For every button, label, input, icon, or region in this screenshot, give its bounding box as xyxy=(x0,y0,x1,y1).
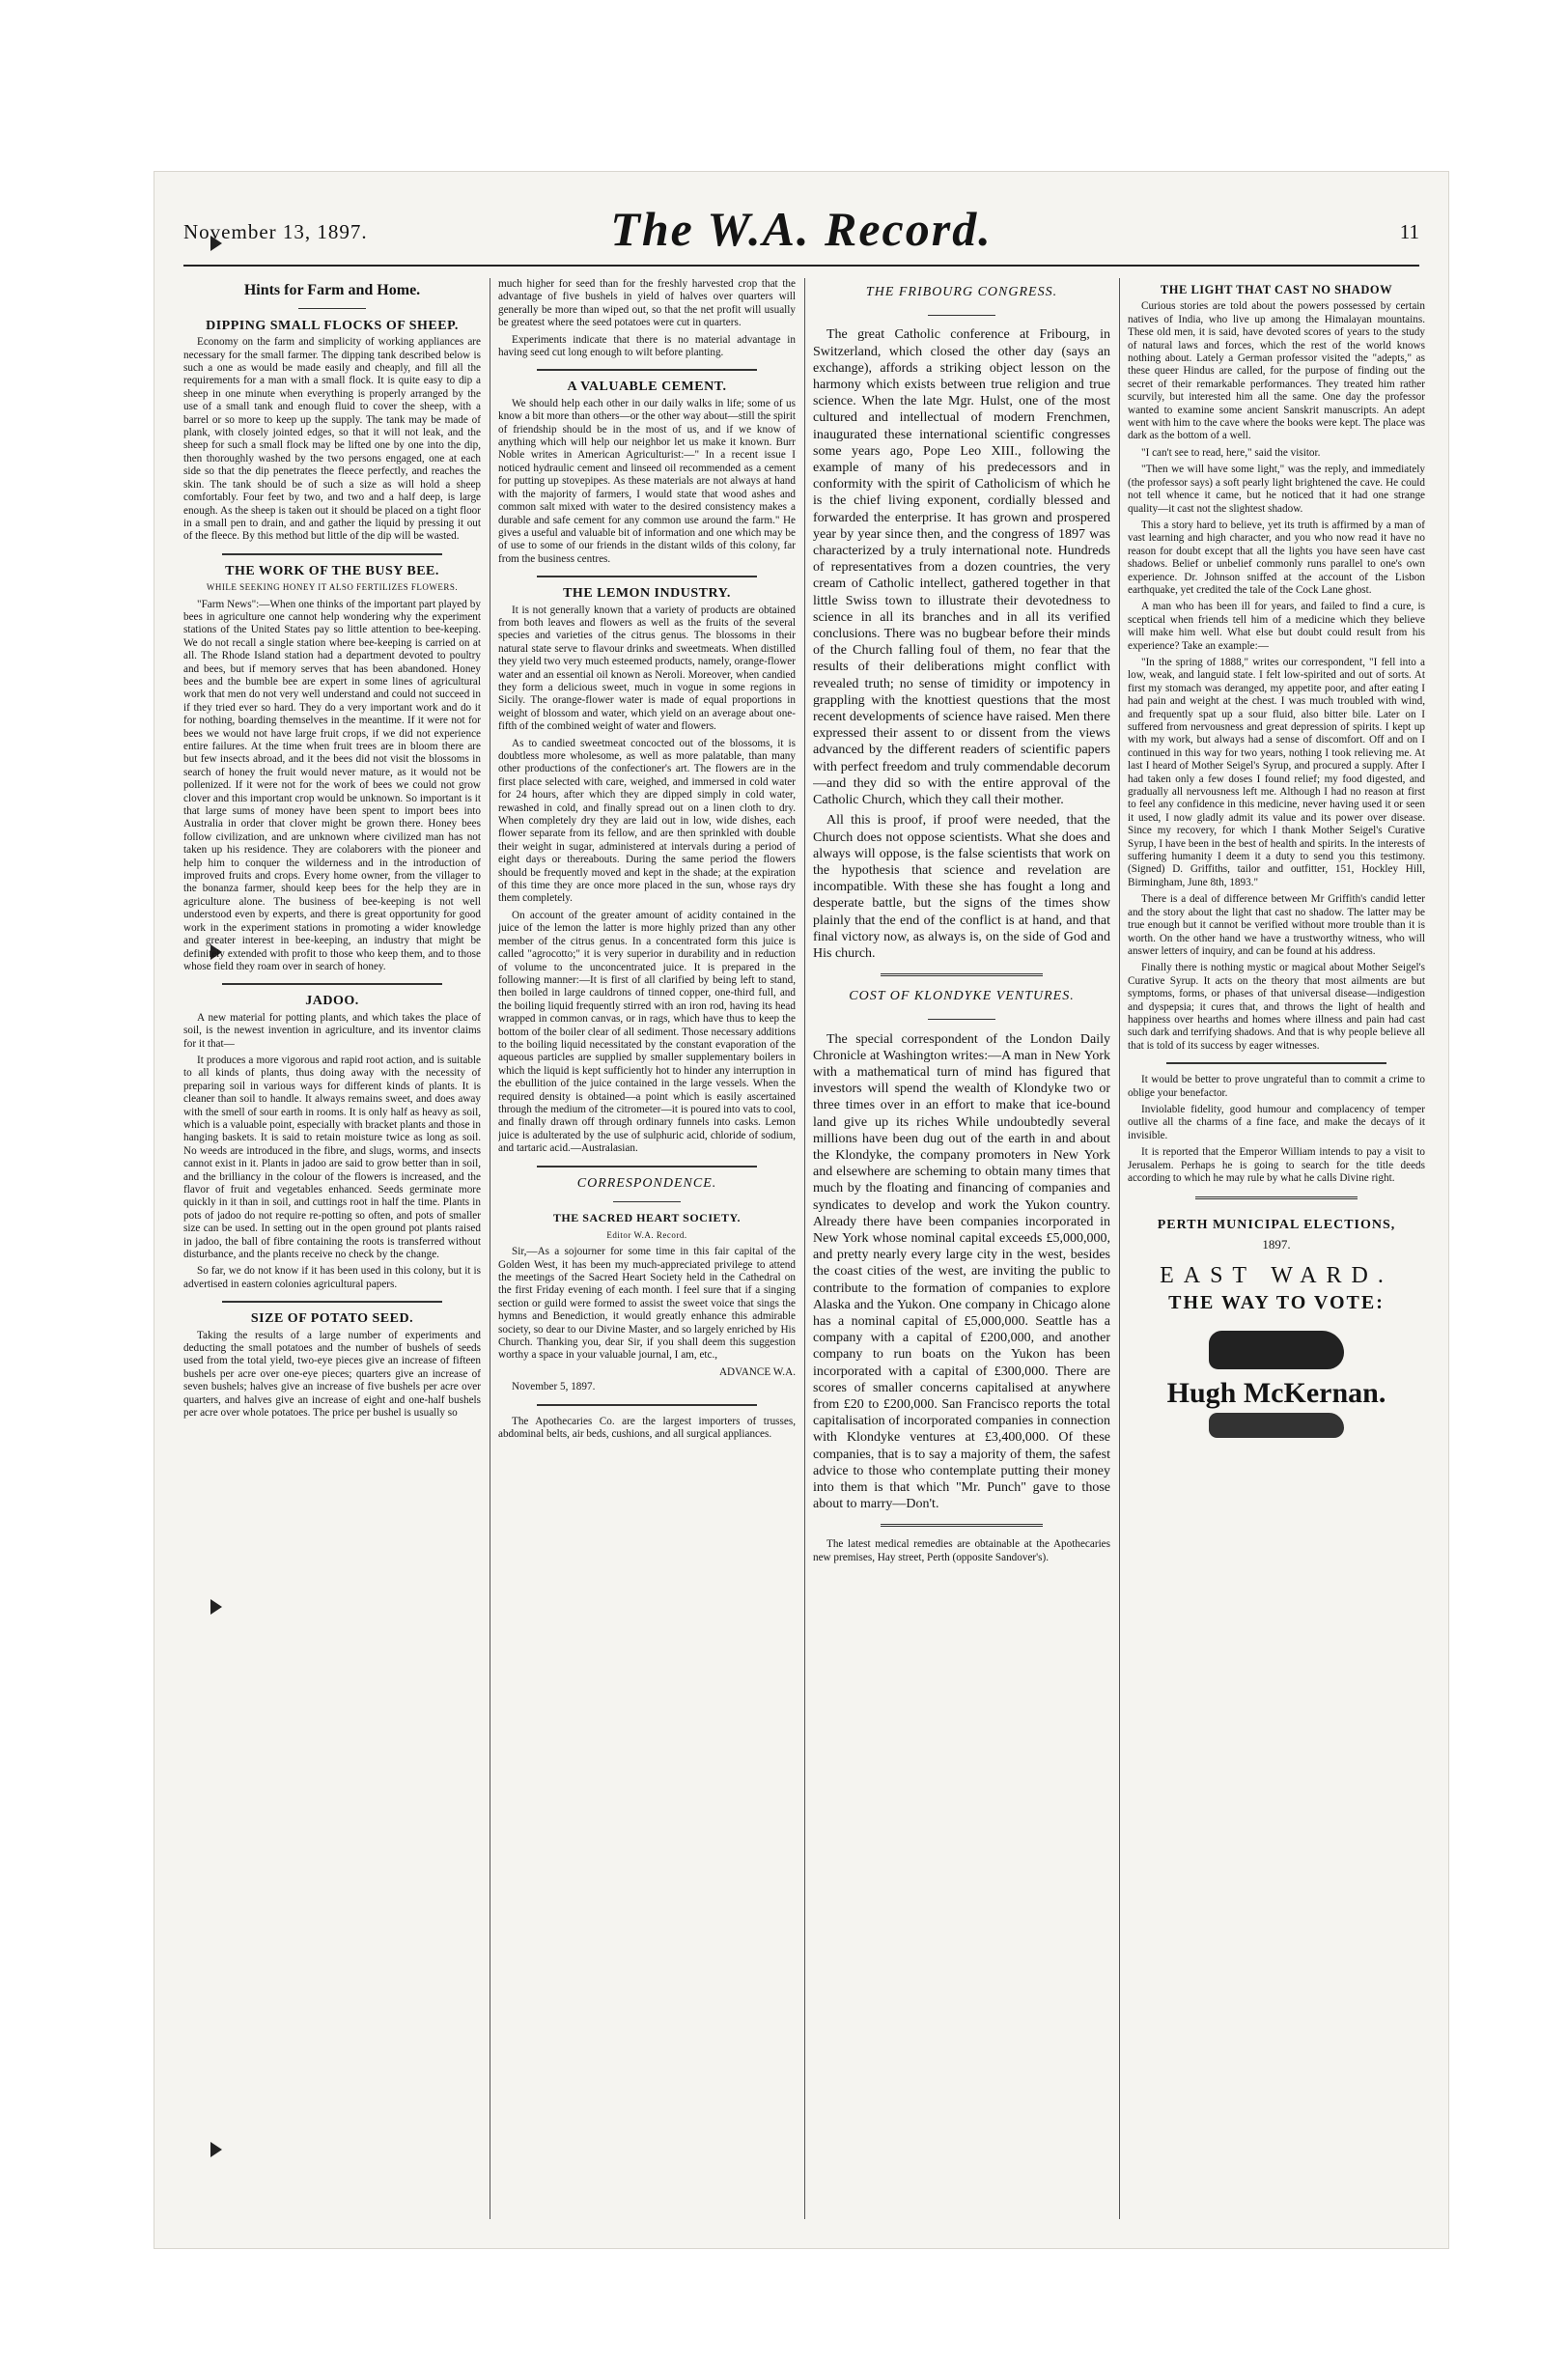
candidate-name: Hugh McKernan. xyxy=(1166,1377,1386,1410)
letter-date: November 5, 1897. xyxy=(512,1381,596,1393)
election-title: PERTH MUNICIPAL ELECTIONS, xyxy=(1157,1218,1396,1233)
page-number: 11 xyxy=(1399,220,1419,243)
election-advert xyxy=(1128,1219,1425,1438)
column-4 xyxy=(1128,278,1425,2219)
article-paragraph: "I can't see to read, here," said the visitor. xyxy=(1141,446,1321,459)
article-paragraph: On account of the greater amount of acidity contained in the juice of the lemon the latter is more highly prized than any other member of the citrus genus. In a concentrated form this juice is called "agrocotto;" it is very superior in durability and in reduction of volume to the unconcentrated juice. It is prepared in the following manner:—It is first of all clarified by being left to stand, then boiled in large cauldrons of tinned copper, one-third full, and the boiling liquid frequently stirred with an iron rod, having its head wrapped in common canvas, or in rags, which have thus to keep the bottom of the boiler clear of all sediment. Those necessary additions to the boiling liquid necessitated by the constant evaporation of the aqueous particles are supplied by smaller supplementary boilers in which the liquid is kept sufficiently hot to hinder any interruption in the ebullition of the juice contained in the large vessels. When the required density is obtained—a point which is easily ascertained through the medium of the citrometer—it is poured into vats to cool, and finally drawn off through ordinary funnels into casks. Lemon juice is adulterated by the use of sulphuric acid, chloride of sodium, and tartaric acid.—Australasian. xyxy=(498,909,796,1155)
short-item: It would be better to prove ungrateful than to commit a crime to oblige your benefactor. xyxy=(1128,1074,1425,1099)
issue-date: November 13, 1897. xyxy=(183,220,368,243)
article-paragraph: "In the spring of 1888," writes our correspondent, "I fell into a low, weak, and languid state. I felt low-spirited and out of sorts. At first my stomach was deranged, my appetite poor, and after eating I had pain and weight at the chest. I was much troubled with wind, and frequently spat up a sour fluid, also bitter bile. Later on I suffered from nervousness and great depression of spirits. I kept up with my work, but always had a sense of discomfort. Off and on I continued in this way for two years, nothing I took relieving me. At last I heard of Mother Seigel's Syrup, and procured a supply. After I had taken only a few doses I found relief; my food digested, and gradually all nervousness left me. Although I had no reason at first to feel any confidence in this medicine, never having used it or seen it used, I now gladly admit its value and its power over disease. Since my recovery, for which I thank Mother Seigel's Curative Syrup, I have been in the best of health and spirits. In the interests of suffering humanity I deem it a duty to send you this testimony. (Signed) D. Griffiths, tailor and outfitter, 151, Hockley Hill, Birmingham, June 8th, 1893." xyxy=(1128,656,1425,888)
article-separator xyxy=(1166,1062,1386,1064)
section-heading: Hints for Farm and Home. xyxy=(243,282,421,298)
short-item: It is reported that the Emperor William intends to pay a visit to Jerusalem. Perhaps he is going to search for the title deeds according to which he may rule by what he calls Divine right. xyxy=(1128,1146,1425,1184)
article-paragraph: much higher for seed than for the freshly harvested crop that the advantage of five bushels in yield of halves over quarters will generally be more than wiped out, so that the net profit will usually be greatest where the seed potatoes were cut in quarters. xyxy=(498,278,796,329)
masthead xyxy=(183,201,1419,255)
article-separator xyxy=(537,1404,757,1406)
article-separator xyxy=(537,1166,757,1167)
article-paragraph: A man who has been ill for years, and failed to find a cure, is sceptical when friends tell him of a medicine which they believe will make him well. What else but doubt could result from his experience? Take an example:— xyxy=(1128,601,1425,652)
article-paragraph: There is a deal of difference between Mr Griffith's candid letter and the story about the light that cast no shadow. The latter may be true enough but it cannot be verified without more trouble than it is worth. On the other hand we have a trustworthy witness, who will answer letters of inquiry, and can be found at his address. xyxy=(1128,893,1425,957)
article-separator xyxy=(222,983,442,985)
article-paragraph: This a story hard to believe, yet its truth is affirmed by a man of vast learning and high character, and you who now read it have no reason for doubt except that all the lights you have seen have cast shadows. Belief or unbelief commonly runs parallel to one's own experience. Dr. Johnson sniffed at the account of the Lisbon earthquake, yet credited the tale of the Cock Lane ghost. xyxy=(1128,519,1425,596)
advert-paragraph: The Apothecaries Co. are the largest importers of trusses, abdominal belts, air beds, cushions, and all surgical appliances. xyxy=(498,1415,796,1441)
article-paragraph: The special correspondent of the London Daily Chronicle at Washington writes:—A man in New York with a mathematical turn of mind has figured that investors will spend the wealth of Klondyke two or three times over in an effort to make that ice-bound land give up its riches While undoubtedly several millions have been dug out of the earth in and about the Klondyke, the company promoters in New York and elsewhere are scheming to obtain many times that much by the floating and financing of companies and syndicates to develop and work the Yukon country. Already there have been companies incorporated in New York whose nominal capital exceeds £5,000,000, and pretty nearly every large city in the west, besides the coast cities of the west, are inviting the public to contribute to the formation of companies to explore Alaska and the Yukon. One company in Chicago alone has a nominal capital of £5,000,000. Seattle has a company with a capital of £200,000, and another company to run boats on the Yukon has been incorporated with a capital of £300,000. There are scores of smaller concerns capitalised at anywhere from £20 to £200,000. San Francisco reports the total capitalisation of incorporated companies in connection with Klondyke ventures at £3,400,000. Of these companies, that is to say a majority of them, the safest advice to those who contemplate putting their money into them is that which "Mr. Punch" gave to those about to marry—Don't. xyxy=(813,1031,1110,1512)
short-item: Inviolable fidelity, good humour and complacency of temper outlive all the charms of a fine face, and make the decays of it invisible. xyxy=(1128,1103,1425,1141)
election-ward: EAST WARD. xyxy=(1160,1263,1393,1289)
letter-addressee: Editor W.A. Record. xyxy=(606,1229,687,1240)
masthead-rule xyxy=(183,265,1419,267)
article-paragraph: It produces a more vigorous and rapid root action, and is suitable to all kinds of plants, thus doing away with the necessity of preparing soil in various ways for different kinds of plants. It is cleaner than soil to handle. It always remains sweet, and does away with the smell of sour earth in rooms. It is only half as heavy as soil, which is a valuable point, especially with bracket plants and those in hanging baskets. It is said to retain moisture twice as long as soil. No weeds are introduced in the fibre, and slugs, worms, and insects cannot exist in it. Plants in jadoo are said to grow better than in soil, and the brilliancy in the colour of the flowers is increased, and the flavor of fruit and vegetables enhanced. Seeds germinate more quickly in it than in soil, and cuttings root in half the time. Plants in pots of jadoo do not require re-potting so often, and pots of smaller size can be used. In setting out in the open ground pot plants raised in jadoo, the ball of fibre containing the roots is transferred without disturbance, and the plants receive no check by the change. xyxy=(183,1054,481,1261)
ornament-rule xyxy=(498,1194,796,1206)
column-2 xyxy=(498,278,796,2219)
article-heading: A VALUABLE CEMENT. xyxy=(567,380,727,395)
article-paragraph: The great Catholic conference at Fribourg, in Switzerland, which closed the other day (says an exchange), affords a striking object lesson on the harmony which exists between true religion and true science. When the late Mgr. Hulst, one of the most cultured and intellectual of modern Frenchmen, inaugurated these international scientific congresses some years ago, Pope Leo XIII., following the example of many of his predecessors and in conformity with the spirit of Catholicism of which he is the chief living exponent, cordially blessed and forwarded the enterprise. It has grown and prospered year by year since then, and the congress of 1897 was characterized by a truly international note. Hundreds of representatives from a dozen countries, the very cream of Catholic intellect, gathered together in that little Swiss town to illustrate their devotedness to science in all its branches and in all its verified conclusions. There was no bugbear before their minds of the Church falling foul of them, no fear that the results of their deliberations might conflict with revealed truth; no sense of timidity or impotency in grappling with the knottiest questions that the most recent developments of science have raised. Men there expressed their assent to or dissent from the views advanced by the different readers of scientific papers with perfect freedom and truly commendable decorum—and they did so with the entire approval of the Catholic Church, which they call their mother. xyxy=(813,327,1110,808)
column-divider xyxy=(1119,278,1120,2219)
election-way-to-vote: THE WAY TO VOTE: xyxy=(1168,1291,1385,1313)
article-heading: THE LEMON INDUSTRY. xyxy=(563,586,731,602)
article-heading: THE WORK OF THE BUSY BEE. xyxy=(225,563,439,578)
article-paragraph: It is not generally known that a variety of products are obtained from both leaves and flowers as well as the fruits of the several species and varieties of the citrus genus. The blossoms in their natural state serve to flavour drinks and sweetmeats. When distilled they yield two very much esteemed products, namely, orange-flower water and an essential oil known as Neroli. Moreover, when candied they form a delicious sweet, much in vogue in some regions in Sicily. The orange-flower water is made of equal proportions in weight of blossom and water, which yield on an average about one-fifth of the combined weight of water and flowers. xyxy=(498,604,796,733)
newspaper-page xyxy=(154,172,1448,2248)
ornament-rule xyxy=(183,300,481,313)
article-heading: COST OF KLONDYKE VENTURES. xyxy=(849,989,1075,1004)
article-paragraph: "Farm News":—When one thinks of the important part played by bees in agriculture one cannot help wondering why the experiment stations of the United States pay so little attention to bee-keeping. We do not recall a single station where bee-keeping is carried on at all. The Rhode Island station had a department devoted to poultry and bees, but if memory serves that has been abandoned. Honey bees and the bumble bee are expert in some lines of agricultural work that men do not very well understand and could not succeed in if they tried ever so hard. They do a very important work and do it for nothing, boarding themselves in the meantime. If it were not for bees we would not have large fruit crops, if we did not experience entire failures. At the time when fruit trees are in bloom there are but few insects abroad, and it the bees did not visit the blossoms in search of honey the fruit would never mature, as it would not be pollenized. If it were not for the work of bees we could not grow clover and this important crop would be unknown. So important is it that large sums of money have been spent to import bees into Australia in order that clover might be grown there. Honey bees follow civilization, and are unknown where civilized man has not taken up his residence. They are colaborers with the pioneer and help him to conquer the wilderness and in the introduction of improved fruits and crops. Every home owner, from the villager to the bonanza farmer, should keep bees for the help they are in agriculture alone. The business of bee-keeping is not well understood even by experts, and there is great opportunity for good work in the experiment stations in promoting a wider knowledge and greater interest in bee-keeping, an industry that might be definitely extended with profit to those who keep them, and to those whose field they roam over in search of honey. xyxy=(183,598,481,972)
article-separator xyxy=(1195,1196,1358,1199)
article-paragraph: All this is proof, if proof were needed, that the Church does not oppose scientists. What she does and always will oppose, is the false scientists that work on the hypothesis that science and revelation are incompatible. With these she has fought a long and desperate battle, but the signs of the times show plainly that the end of the conflict is at hand, and that final victory now, as always is, on the side of God and His church. xyxy=(813,813,1110,961)
article-separator xyxy=(537,369,757,371)
column-1 xyxy=(183,278,481,2219)
ornament-rule xyxy=(813,304,1110,321)
article-subheading: WHILE SEEKING HONEY IT ALSO FERTILIZES FLOWERS. xyxy=(206,582,459,593)
article-paragraph: Curious stories are told about the powers possessed by certain natives of India, who live up among the Himalayan mountains. These old men, it is said, have devoted scores of years to the study of natural laws and forces, which the rest of the world knows nothing about. Lately a German professor visited the "adepts," as these queer Hindus are called, for the purpose of finding out the secret of their remarkable performances. They treated him rather scurvily, but interested him all the same. One day the professor wanted to examine some ancient Sanskrit manuscripts. An adept went with him to the cave where the books were kept. The place was dark as the bottom of a well. xyxy=(1128,300,1425,442)
article-heading: SIZE OF POTATO SEED. xyxy=(250,1311,414,1327)
ink-blot xyxy=(1209,1331,1344,1369)
article-separator xyxy=(537,576,757,577)
column-divider xyxy=(804,278,805,2219)
article-separator xyxy=(881,1524,1043,1527)
article-paragraph: A new material for potting plants, and which takes the place of soil, is the newest invention in agriculture, and its inventor claims for it that— xyxy=(183,1011,481,1050)
article-heading: THE LIGHT THAT CAST NO SHADOW xyxy=(1160,283,1393,296)
article-heading: CORRESPONDENCE. xyxy=(576,1175,717,1191)
ornament-rule xyxy=(813,1008,1110,1025)
article-paragraph: Economy on the farm and simplicity of working appliances are necessary for the small farmer. The dipping tank described below is such a one as would be made easily and cheaply, and fill all the requirements for a man with a small flock. It is quite easy to dip a sheep in one minute when everything is properly arranged by the use of a small tank and enough fluid to cover the sheep, with a barrel or so more to keep up the supply. The tank may be made of plank, with closely jointed edges, so that it will not leak, and the sheep for such a small flock may be lifted one by one into the dip, then thoroughly washed by the two persons engaged, one at each side so that the dip penetrates the fleece perfectly, and reaches the skin. The tank should be of such a size as will hold a sheep comfortably. Four feet by two, and two and a half deep, is large enough. As the sheep is taken out it should be placed on a tight floor in a small pen to drain, and and gather the liquid by pressing it out of the fleece. By this method but little of the dip will be wasted. xyxy=(183,336,481,543)
newspaper-title: The W.A. Record. xyxy=(610,202,993,256)
article-subheading: THE SACRED HEART SOCIETY. xyxy=(552,1211,742,1225)
column-3 xyxy=(813,278,1110,2219)
article-paragraph: As to candied sweetmeat concocted out of the blossoms, it is doubtless more wholesome, as well as more palatable, than many other productions of the confectioner's art. The flowers are in the first place selected with care, weighed, and immersed in cold water for 24 hours, after which they are dipped simply in cold water, rewashed in cold, and finally spread out on a linen cloth to dry. When completely dry they are laid out in low, wide dishes, each flower separate from its fellow, and are then sprinkled with double their weight in sugar, administered at intervals during a period of eight days or thereabouts. During the same period the flowers should be frequently moved and kept in the shade; at the expiration of this time they are once more placed in the sun, whose rays dry them completely. xyxy=(498,737,796,905)
ink-blot xyxy=(1209,1413,1344,1438)
article-paragraph: Taking the results of a large number of experiments and deducting the small potatoes and the number of bushels of seeds used from the total yield, two-eye pieces give an increase of fifteen bushels per acre over one-eye pieces; quarters give an increase of seven bushels; halves give an increase of five bushels per acre over quarters, and halves give an increase of eight and one-half bushels per acre over whole potatoes. The price per bushel is usually so xyxy=(183,1329,481,1420)
article-paragraph: "Then we will have some light," was the reply, and immediately (the professor says) a soft pearly light brightened the cave. He could not tell whence it came, but he noticed that it had one strange quality—it cast not the slightest shadow. xyxy=(1128,464,1425,515)
article-paragraph: Sir,—As a sojourner for some time in this fair capital of the Golden West, it has been my much-appreciated privilege to attend the meetings of the Sacred Heart Society held in the Cathedral on the first Friday evening of each month. I feel sure that if a singing section or guild were formed to assist the sweet voice that sings the hymns and Benediction, it would greatly enhance this admirable society, so dear to our Divine Master, and so largely enriched by His Church. Thanking you, dear Sir, if you shall deem this suggestion worthy a space in your valuable journal, I am, etc., xyxy=(498,1246,796,1362)
article-separator xyxy=(881,973,1043,976)
advert-paragraph: The latest medical remedies are obtainable at the Apothecaries new premises, Hay street, Perth (opposite Sandover's). xyxy=(813,1538,1110,1563)
article-separator xyxy=(222,1301,442,1303)
article-paragraph: Finally there is nothing mystic or magical about Mother Seigel's Curative Syrup. It acts on the theory that most ailments are but symptoms, forms, or phases of that universal disease—indigestion and dyspepsia; it cures that, and throws the light of health and happiness over hearths and homes where illness and pain had cast such dark and terrifying shadows. And that is why people believe all that is told of its success by eager witnesses. xyxy=(1128,962,1425,1052)
article-paragraph: So far, we do not know if it has been used in this colony, but it is advertised in eastern colonies agricultural papers. xyxy=(183,1265,481,1290)
article-separator xyxy=(222,553,442,555)
letter-signature: ADVANCE W.A. xyxy=(718,1365,796,1378)
article-paragraph: We should help each other in our daily walks in life; some of us know a bit more than others—or the other way about—still the spirit of friendship should be in the most of us, and if we know of anything which will help our neighbor let us make it known. Burr Noble writes in American Agriculturist:—" In a recent issue I noticed hydraulic cement and linseed oil recommended as a cement for putting up stovepipes. As these materials are not always at hand with the majority of farmers, I would state that wood ashes and common salt mixed with water to the desired consistency makes a durable and safe cement for any common use around the farm." He gives a useful and valuable bit of information and one which may be of use to some of our friends in the distant wilds of this colony, far from the business centres. xyxy=(498,397,796,565)
article-heading: JADOO. xyxy=(305,994,359,1009)
article-paragraph: Experiments indicate that there is no material advantage in having seed cut long enough to wilt before planting. xyxy=(498,333,796,359)
election-year: 1897. xyxy=(1262,1236,1291,1252)
article-heading: DIPPING SMALL FLOCKS OF SHEEP. xyxy=(206,318,459,333)
article-heading: THE FRIBOURG CONGRESS. xyxy=(865,285,1058,299)
